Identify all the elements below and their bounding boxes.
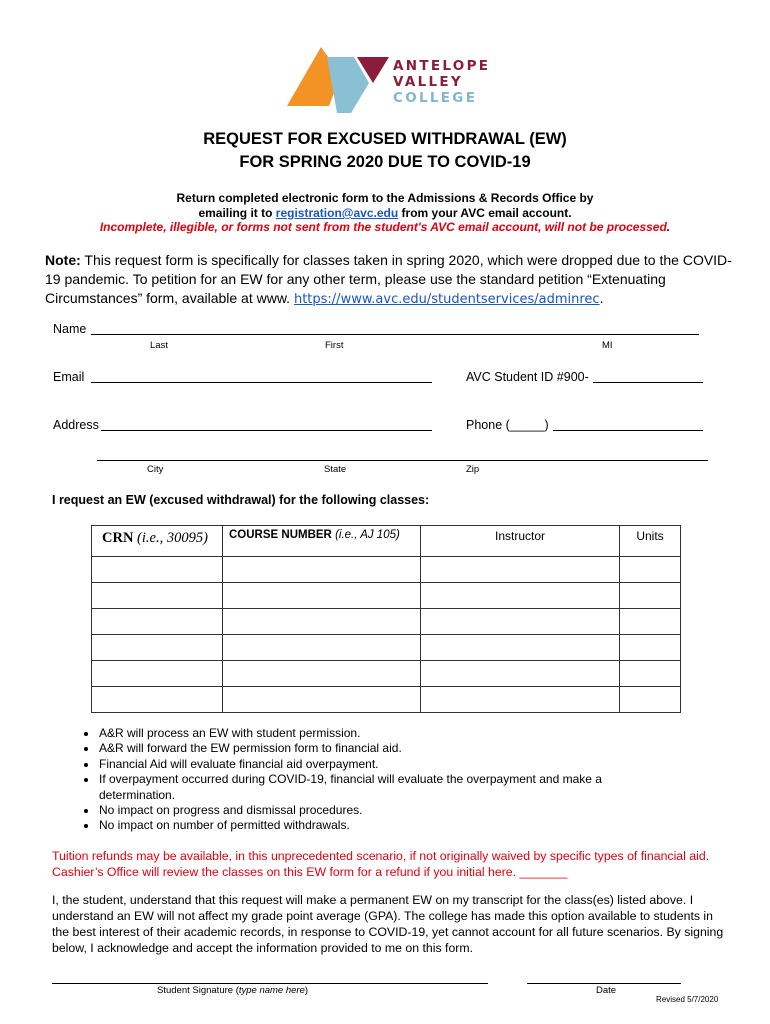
name-label: Name [53, 322, 87, 336]
instructor-cell[interactable] [421, 635, 620, 661]
note-end: . [599, 290, 604, 306]
table-row [92, 661, 681, 687]
crn-cell[interactable] [92, 609, 223, 635]
last-name-caption: Last [150, 340, 168, 351]
list-item: • If overpayment occurred during COVID-19, financial will evaluate the overpayment and make a determination. [98, 772, 658, 803]
units-cell[interactable] [620, 583, 681, 609]
table-row [92, 687, 681, 713]
list-item: • No impact on number of permitted withdrawals. [98, 818, 658, 833]
instructions-line2-pre: emailing it to [198, 206, 276, 220]
crn-cell[interactable] [92, 661, 223, 687]
units-cell[interactable] [620, 687, 681, 713]
instructor-header: Instructor [421, 526, 620, 557]
list-item: • Financial Aid will evaluate financial aid overpayment. [98, 757, 658, 772]
logo-text-antelope: ANTELOPE [393, 58, 491, 74]
submission-warning-text: Incomplete, illegible, or forms not sent from the student's AVC email account, will not be processed [99, 220, 667, 234]
city-caption: City [147, 464, 164, 475]
course-number-header [223, 526, 421, 557]
form-title-line2: FOR SPRING 2020 DUE TO COVID-19 [239, 153, 531, 171]
crn-header-label: CRN [102, 530, 138, 546]
phone-field-line[interactable] [553, 430, 703, 431]
crn-header-example: (i.e., 30095) [137, 530, 208, 546]
course-header-label: COURSE NUMBER [229, 529, 336, 541]
instructor-cell[interactable] [421, 661, 620, 687]
crn-cell[interactable] [92, 687, 223, 713]
units-header: Units [620, 526, 681, 557]
table-header-row [92, 526, 681, 557]
crn-cell[interactable] [92, 635, 223, 661]
name-field-line[interactable] [91, 334, 699, 335]
course-cell[interactable] [223, 687, 421, 713]
instructions-line2-post: from your AVC email account. [398, 206, 572, 220]
logo-text-valley: VALLEY [393, 74, 463, 90]
student-id-field-line[interactable] [593, 382, 703, 383]
instructor-cell[interactable] [421, 609, 620, 635]
email-label: Email [53, 370, 85, 384]
units-cell[interactable] [620, 661, 681, 687]
course-cell[interactable] [223, 609, 421, 635]
signature-caption-pre: Student Signature ( [157, 985, 239, 996]
first-name-caption: First [325, 340, 344, 351]
classes-intro: I request an EW (excused withdrawal) for the following classes: [52, 493, 430, 507]
course-cell[interactable] [223, 661, 421, 687]
college-logo [287, 47, 389, 113]
classes-table [91, 525, 681, 713]
instructor-cell[interactable] [421, 583, 620, 609]
table-row [92, 609, 681, 635]
address-label: Address [53, 418, 99, 432]
instructions-line1: Return completed electronic form to the Admissions & Records Office by [176, 191, 594, 205]
course-cell[interactable] [223, 635, 421, 661]
logo-text-college: COLLEGE [393, 90, 478, 106]
crn-header [92, 526, 223, 557]
state-caption: State [324, 464, 347, 475]
acknowledgement-paragraph: I, the student, understand that this request will make a permanent EW on my transcript for the class(es) listed above. I understand an EW will not affect my grade point average (GPA). The college has made this option available to students in the best interest of their academic records, in response to COVID-19, yet cannot account for all future scenarios. By signing below, I acknowledge and accept the information provided to me on this form. [52, 893, 724, 955]
units-cell[interactable] [620, 635, 681, 661]
units-cell[interactable] [620, 557, 681, 583]
signature-field-line[interactable] [52, 983, 488, 984]
student-id-label: AVC Student ID #900- [466, 370, 589, 384]
date-caption: Date [596, 985, 617, 996]
course-cell[interactable] [223, 557, 421, 583]
course-cell[interactable] [223, 583, 421, 609]
date-field-line[interactable] [527, 983, 681, 984]
table-row [92, 583, 681, 609]
email-field-line[interactable] [91, 382, 432, 383]
table-row [92, 557, 681, 583]
instructions-line2 [0, 206, 770, 221]
list-item: • A&R will forward the EW permission form to financial aid. [98, 741, 658, 756]
revised-date: Revised 5/7/2020 [656, 995, 719, 1004]
list-item: • No impact on progress and dismissal procedures. [98, 803, 658, 818]
city-state-zip-field-line[interactable] [97, 460, 708, 461]
note-paragraph [45, 251, 735, 309]
adminrec-link[interactable]: https://www.avc.edu/studentservices/adminrec [293, 292, 600, 307]
table-row [92, 635, 681, 661]
middle-initial-caption: MI [602, 340, 613, 351]
zip-caption: Zip [466, 464, 480, 475]
units-cell[interactable] [620, 609, 681, 635]
phone-label: Phone (_____) [466, 418, 549, 432]
crn-cell[interactable] [92, 583, 223, 609]
policy-bullet-list [80, 726, 658, 834]
list-item: • A&R will process an EW with student permission. [98, 726, 658, 741]
address-field-line[interactable] [101, 430, 432, 431]
signature-caption-post: ) [304, 985, 309, 996]
instructor-cell[interactable] [421, 557, 620, 583]
note-label: Note: [45, 252, 81, 268]
course-header-example: (i.e., AJ 105) [335, 529, 400, 541]
refund-notice: Tuition refunds may be available, in this unprecedented scenario, if not originally waived by specific types of financial aid. Cashier’s Office will review the classes on this EW form for a refund if you initial here. _______ [52, 849, 710, 879]
signature-caption [157, 985, 308, 996]
submission-warning [0, 220, 770, 235]
instructor-cell[interactable] [421, 687, 620, 713]
registration-email-link[interactable]: registration@avc.edu [275, 206, 399, 220]
crn-cell[interactable] [92, 557, 223, 583]
note-text: This request form is specifically for classes taken in spring 2020, which were dropped due to the COVID-19 pandemic. To petition for an EW for any other term, please use the standard petition “Extenuating Circumstances” form, available at www. [45, 252, 732, 306]
form-title-line1: REQUEST FOR EXCUSED WITHDRAWAL (EW) [203, 130, 567, 148]
signature-caption-italic: type name here [238, 985, 305, 996]
submission-warning-end: . [666, 220, 671, 234]
